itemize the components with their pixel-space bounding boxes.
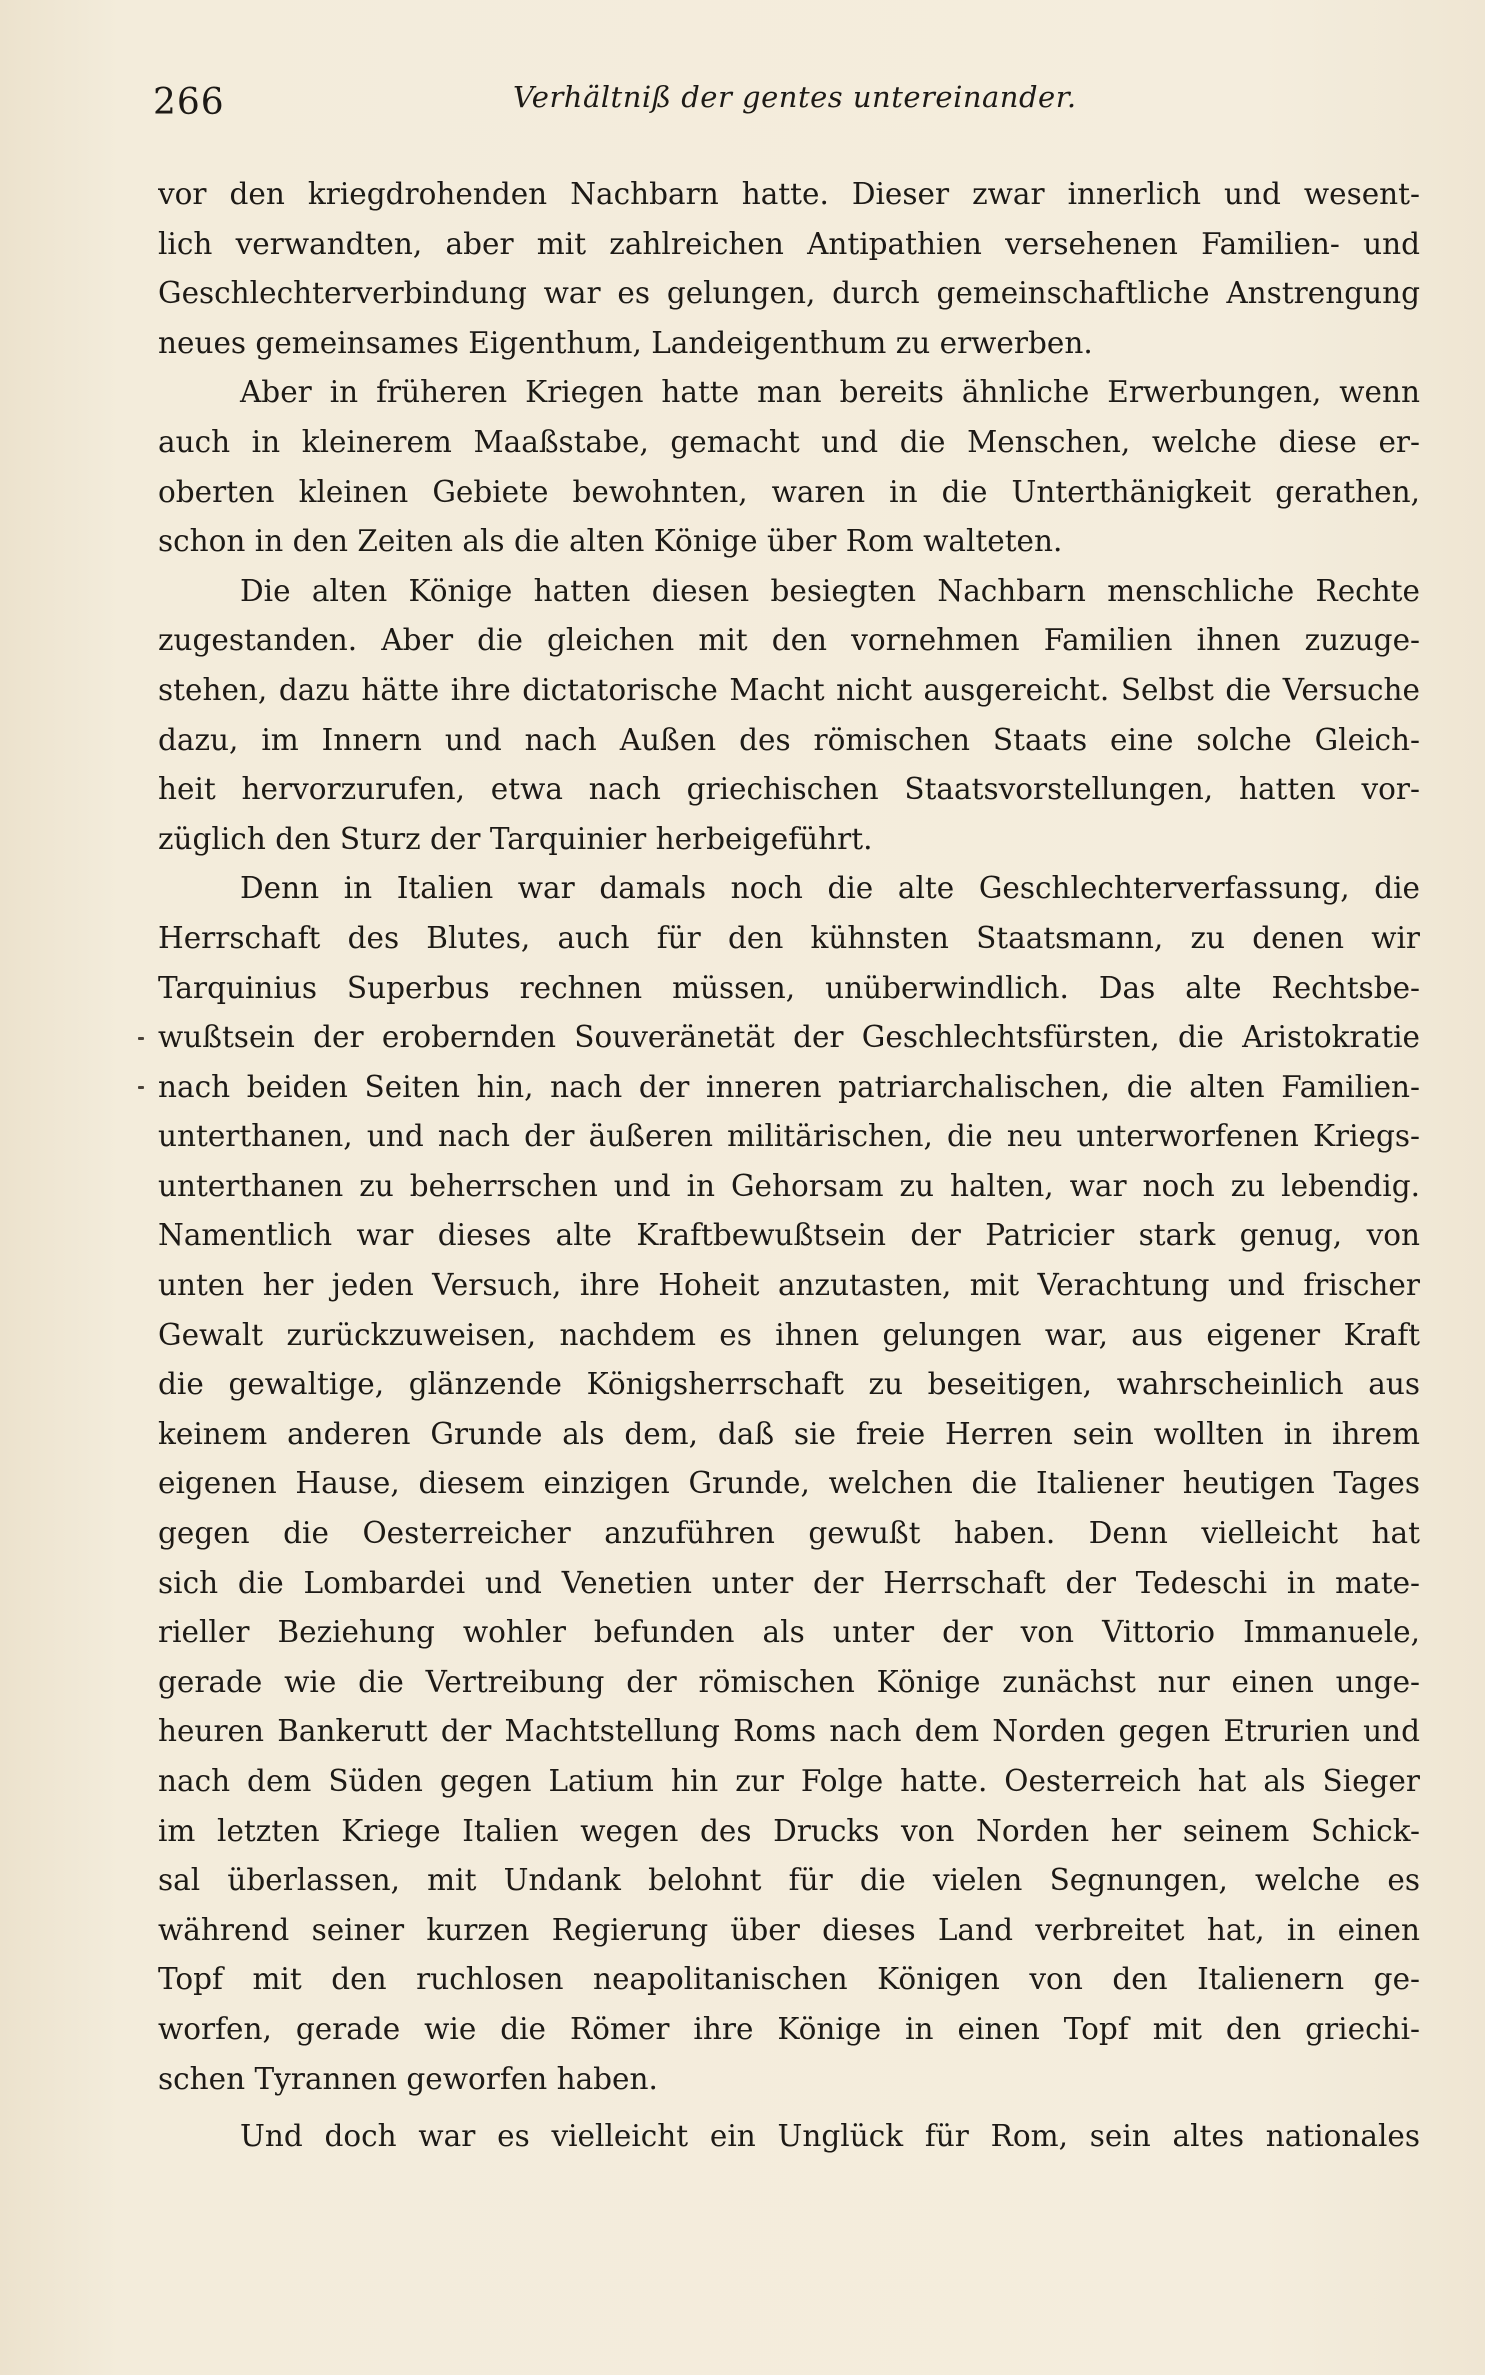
paragraph-start-line: Aber in früheren Kriegen hatte man bereits ähnliche Erwerbungen, wenn: [240, 375, 1420, 410]
text-line: Tarquinius Superbus rechnen müssen, unüberwindlich. Das alte Rechtsbe-: [158, 970, 1420, 1005]
text-line: Herrschaft des Blutes, auch für den kühnsten Staatsmann, zu denen wir: [158, 920, 1420, 955]
text-line: eigenen Hause, diesem einzigen Grunde, welchen die Italiener heutigen Tages: [158, 1466, 1420, 1501]
text-line: sal überlassen, mit Undank belohnt für die vielen Segnungen, welche es: [158, 1863, 1420, 1898]
text-line: Topf mit den ruchlosen neapolitanischen Königen von den Italienern ge-: [158, 1962, 1420, 1997]
text-line: heuren Bankerutt der Machtstellung Roms nach dem Norden gegen Etrurien und: [158, 1714, 1420, 1749]
text-line: stehen, dazu hätte ihre dictatorische Macht nicht ausgereicht. Selbst die Versuche: [158, 672, 1420, 707]
text-line: auch in kleinerem Maaßstabe, gemacht und die Menschen, welche diese er-: [158, 424, 1420, 459]
text-line: unten her jeden Versuch, ihre Hoheit anzutasten, mit Verachtung und frischer: [158, 1268, 1420, 1303]
text-line: rieller Beziehung wohler befunden als unter der von Vittorio Immanuele,: [158, 1615, 1420, 1650]
page-number: 266: [153, 82, 225, 123]
text-line: die gewaltige, glänzende Königsherrschaft zu beseitigen, wahrscheinlich aus: [158, 1367, 1420, 1402]
page-header: [153, 78, 1418, 138]
margin-mark: [138, 1086, 144, 1089]
text-line: während seiner kurzen Regierung über dieses Land verbreitet hat, in einen: [158, 1912, 1420, 1947]
text-line: schen Tyrannen geworfen haben.: [158, 2061, 658, 2096]
text-line: lich verwandten, aber mit zahlreichen Antipathien versehenen Familien- und: [158, 226, 1420, 261]
text-line: heit hervorzurufen, etwa nach griechischen Staatsvorstellungen, hatten vor-: [158, 772, 1420, 807]
text-line: züglich den Sturz der Tarquinier herbeigeführt.: [158, 821, 873, 856]
text-line: nach beiden Seiten hin, nach der inneren patriarchalischen, die alten Familien-: [158, 1069, 1420, 1104]
paragraph-start-line: Denn in Italien war damals noch die alte Geschlechterverfassung, die: [240, 871, 1420, 906]
text-line: zugestanden. Aber die gleichen mit den vornehmen Familien ihnen zuzuge-: [158, 623, 1420, 658]
text-line: im letzten Kriege Italien wegen des Drucks von Norden her seinem Schick-: [158, 1813, 1420, 1848]
text-line: gegen die Oesterreicher anzuführen gewußt haben. Denn vielleicht hat: [158, 1516, 1420, 1551]
text-line: gerade wie die Vertreibung der römischen Könige zunächst nur einen unge-: [158, 1664, 1420, 1699]
text-line: sich die Lombardei und Venetien unter der Herrschaft der Tedeschi in mate-: [158, 1565, 1420, 1600]
text-line: Geschlechterverbindung war es gelungen, durch gemeinschaftliche Anstrengung: [158, 276, 1420, 311]
text-line: keinem anderen Grunde als dem, daß sie freie Herren sein wollten in ihrem: [158, 1416, 1420, 1451]
text-line: schon in den Zeiten als die alten Könige über Rom walteten.: [158, 524, 1063, 559]
text-line: oberten kleinen Gebiete bewohnten, waren in die Unterthänigkeit gerathen,: [158, 474, 1420, 509]
text-line: neues gemeinsames Eigenthum, Landeigenthum zu erwerben.: [158, 325, 1093, 360]
text-line: wußtsein der erobernden Souveränetät der Geschlechtsfürsten, die Aristokratie: [158, 1020, 1420, 1055]
text-line: Gewalt zurückzuweisen, nachdem es ihnen gelungen war, aus eigener Kraft: [158, 1317, 1420, 1352]
text-line: unterthanen zu beherrschen und in Gehorsam zu halten, war noch zu lebendig.: [158, 1168, 1420, 1203]
text-line: vor den kriegdrohenden Nachbarn hatte. Dieser zwar innerlich und wesent-: [158, 177, 1420, 211]
text-line: worfen, gerade wie die Römer ihre Könige in einen Topf mit den griechi-: [158, 2011, 1420, 2046]
text-line: dazu, im Innern und nach Außen des römischen Staats eine solche Gleich-: [158, 722, 1420, 757]
text-line: Namentlich war dieses alte Kraftbewußtsein der Patricier stark genug, von: [158, 1218, 1420, 1253]
running-head: Verhältniß der gentes untereinander.: [513, 80, 1077, 114]
body-text: [158, 170, 1420, 2162]
paragraph-start-line: Die alten Könige hatten diesen besiegten Nachbarn menschliche Rechte: [240, 573, 1420, 608]
text-line: unterthanen, und nach der äußeren militärischen, die neu unterworfenen Kriegs-: [158, 1119, 1420, 1154]
text-line: nach dem Süden gegen Latium hin zur Folge hatte. Oesterreich hat als Sieger: [158, 1764, 1420, 1798]
margin-mark: [138, 1037, 144, 1040]
paragraph-start-line: Und doch war es vielleicht ein Unglück für Rom, sein altes nationales: [240, 2119, 1420, 2154]
